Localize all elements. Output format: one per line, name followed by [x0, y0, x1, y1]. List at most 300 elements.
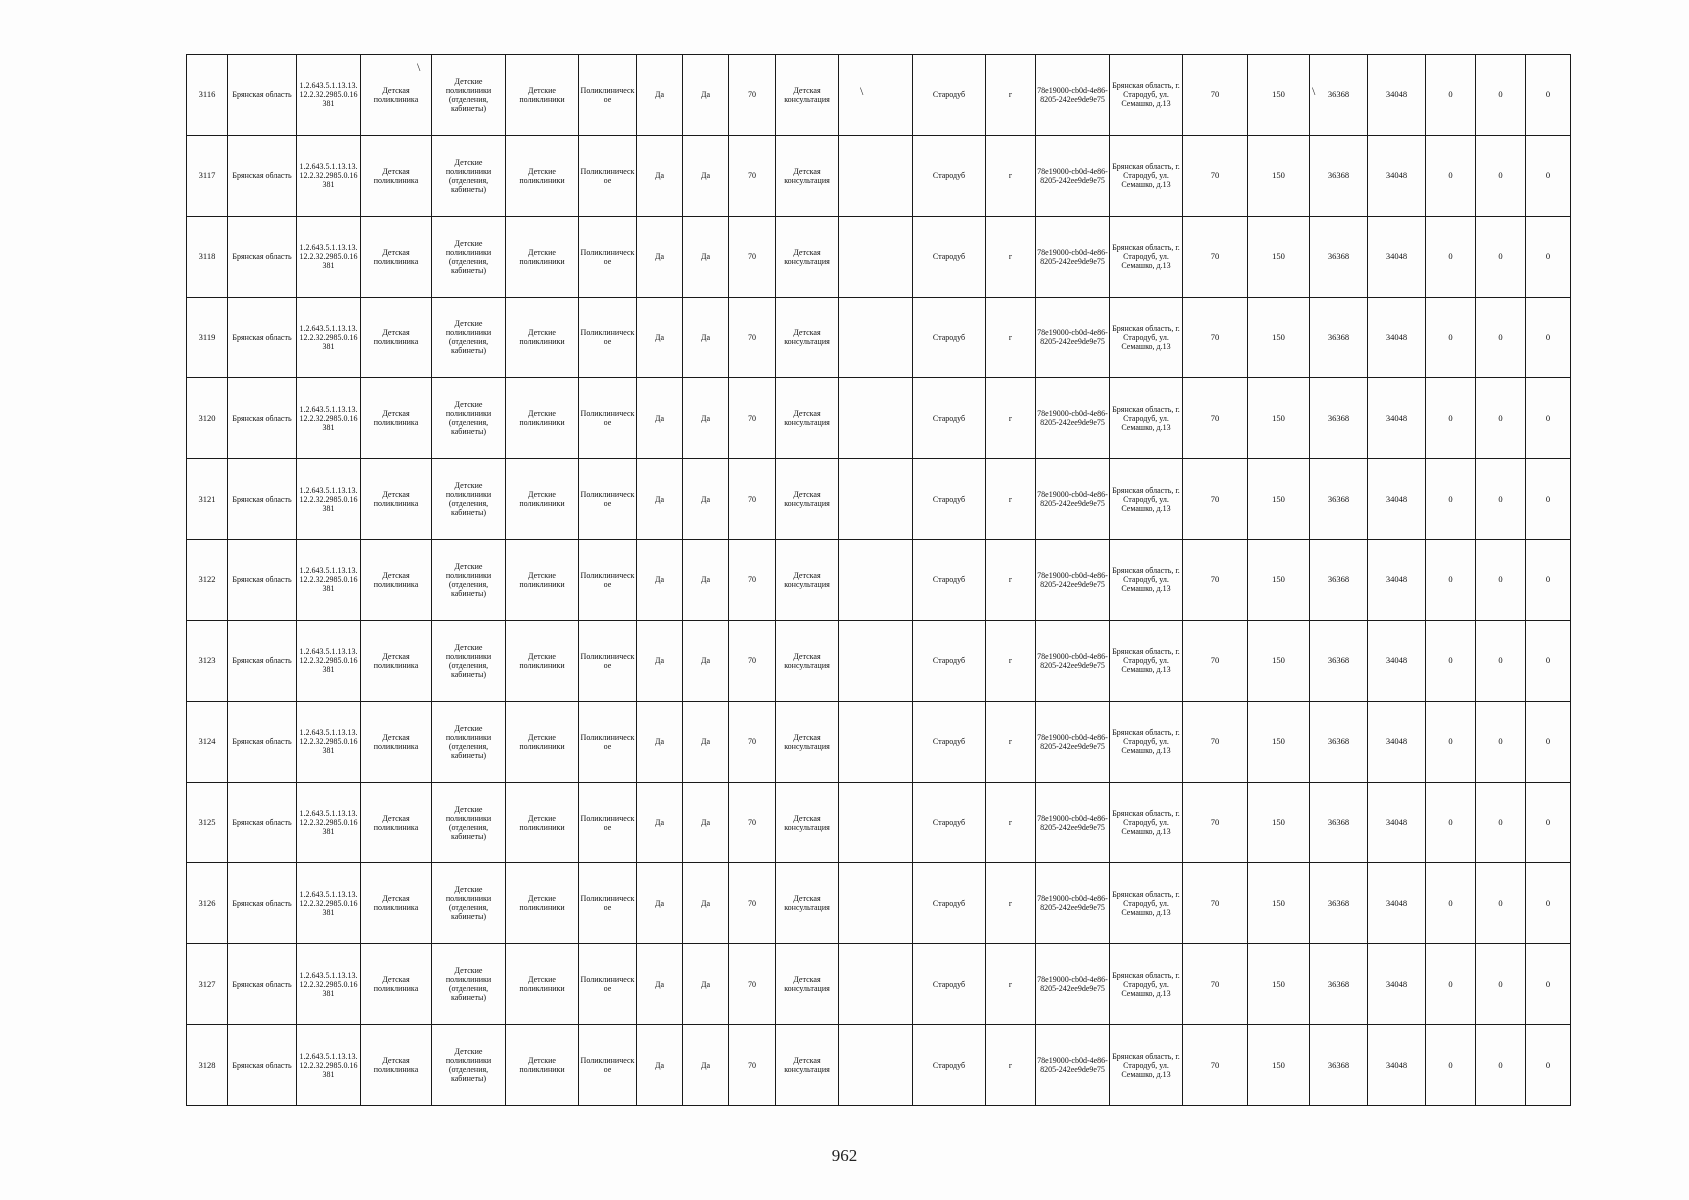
- cell-value-zero-3: 0: [1526, 540, 1571, 621]
- cell-value-150: 150: [1248, 620, 1310, 701]
- cell-value-zero-2: 0: [1476, 540, 1526, 621]
- cell-department-group: Детские поликлиники: [506, 944, 579, 1025]
- cell-value-zero-2: 0: [1476, 701, 1526, 782]
- cell-department-type: Детские поликлиники (отделения, кабинеты): [432, 1025, 506, 1106]
- cell-oid-code: 1.2.643.5.1.13.13.12.2.32.2985.0.16381: [297, 1025, 361, 1106]
- cell-city: Стародуб: [913, 55, 986, 136]
- cell-code-70: 70: [729, 863, 776, 944]
- cell-oid-code: 1.2.643.5.1.13.13.12.2.32.2985.0.16381: [297, 701, 361, 782]
- table-row: [187, 701, 1571, 782]
- cell-value-36368: 36368: [1310, 540, 1368, 621]
- cell-row-number: 3123: [187, 620, 228, 701]
- cell-row-number: 3128: [187, 1025, 228, 1106]
- table-row: [187, 216, 1571, 297]
- cell-settlement-type: г: [986, 1025, 1036, 1106]
- cell-flag-yes-2: Да: [683, 863, 729, 944]
- cell-flag-yes-2: Да: [683, 620, 729, 701]
- cell-value-150: 150: [1248, 540, 1310, 621]
- cell-code-70: 70: [729, 701, 776, 782]
- cell-value-34048: 34048: [1368, 55, 1426, 136]
- cell-flag-yes-1: Да: [637, 944, 683, 1025]
- cell-department-group: Детские поликлиники: [506, 701, 579, 782]
- cell-row-number: 3124: [187, 701, 228, 782]
- cell-unit-name: Детская консультация: [776, 620, 839, 701]
- cell-region: Брянская область: [228, 297, 297, 378]
- cell-city: Стародуб: [913, 620, 986, 701]
- cell-value-150: 150: [1248, 55, 1310, 136]
- cell-note-blank: [839, 540, 913, 621]
- cell-value-150: 150: [1248, 459, 1310, 540]
- cell-value-zero-2: 0: [1476, 863, 1526, 944]
- cell-settlement-type: г: [986, 216, 1036, 297]
- cell-value-70: 70: [1183, 620, 1248, 701]
- cell-oid-code: 1.2.643.5.1.13.13.12.2.32.2985.0.16381: [297, 620, 361, 701]
- cell-value-34048: 34048: [1368, 540, 1426, 621]
- cell-settlement-type: г: [986, 701, 1036, 782]
- cell-code-70: 70: [729, 944, 776, 1025]
- cell-value-zero-2: 0: [1476, 297, 1526, 378]
- cell-value-zero-1: 0: [1426, 863, 1476, 944]
- cell-value-70: 70: [1183, 459, 1248, 540]
- cell-region: Брянская область: [228, 135, 297, 216]
- cell-settlement-type: г: [986, 378, 1036, 459]
- cell-address: Брянская область, г. Стародуб, ул. Семашко, д.13: [1110, 863, 1183, 944]
- cell-organization-type: Детская поликлиника: [361, 863, 432, 944]
- cell-value-36368: 36368: [1310, 135, 1368, 216]
- cell-department-group: Детские поликлиники: [506, 459, 579, 540]
- cell-oid-code: 1.2.643.5.1.13.13.12.2.32.2985.0.16381: [297, 944, 361, 1025]
- cell-settlement-type: г: [986, 540, 1036, 621]
- pen-mark: \: [860, 84, 864, 98]
- cell-fias-guid: 78e19000-cb0d-4e86-8205-242ee9de9e75: [1036, 459, 1110, 540]
- cell-organization-type: Детская поликлиника: [361, 459, 432, 540]
- cell-organization-type: Детская поликлиника: [361, 216, 432, 297]
- cell-value-zero-3: 0: [1526, 378, 1571, 459]
- cell-code-70: 70: [729, 1025, 776, 1106]
- cell-note-blank: [839, 459, 913, 540]
- cell-code-70: 70: [729, 378, 776, 459]
- cell-unit-name: Детская консультация: [776, 216, 839, 297]
- cell-fias-guid: 78e19000-cb0d-4e86-8205-242ee9de9e75: [1036, 135, 1110, 216]
- cell-organization-type: Детская поликлиника: [361, 782, 432, 863]
- cell-flag-yes-1: Да: [637, 863, 683, 944]
- table-row: [187, 459, 1571, 540]
- cell-code-70: 70: [729, 55, 776, 136]
- cell-value-zero-3: 0: [1526, 944, 1571, 1025]
- cell-note-blank: [839, 620, 913, 701]
- cell-care-type: Поликлиническое: [579, 55, 637, 136]
- cell-unit-name: Детская консультация: [776, 540, 839, 621]
- cell-organization-type: Детская поликлиника: [361, 701, 432, 782]
- cell-row-number: 3117: [187, 135, 228, 216]
- cell-value-70: 70: [1183, 540, 1248, 621]
- cell-city: Стародуб: [913, 135, 986, 216]
- cell-value-36368: 36368: [1310, 1025, 1368, 1106]
- cell-settlement-type: г: [986, 55, 1036, 136]
- cell-value-zero-1: 0: [1426, 135, 1476, 216]
- cell-value-70: 70: [1183, 378, 1248, 459]
- cell-oid-code: 1.2.643.5.1.13.13.12.2.32.2985.0.16381: [297, 135, 361, 216]
- cell-value-zero-1: 0: [1426, 701, 1476, 782]
- cell-department-group: Детские поликлиники: [506, 378, 579, 459]
- cell-flag-yes-2: Да: [683, 55, 729, 136]
- cell-region: Брянская область: [228, 378, 297, 459]
- cell-row-number: 3127: [187, 944, 228, 1025]
- cell-address: Брянская область, г. Стародуб, ул. Семашко, д.13: [1110, 378, 1183, 459]
- cell-value-zero-3: 0: [1526, 620, 1571, 701]
- cell-department-type: Детские поликлиники (отделения, кабинеты): [432, 297, 506, 378]
- cell-department-group: Детские поликлиники: [506, 1025, 579, 1106]
- cell-value-70: 70: [1183, 1025, 1248, 1106]
- cell-value-150: 150: [1248, 701, 1310, 782]
- cell-value-zero-3: 0: [1526, 782, 1571, 863]
- cell-flag-yes-2: Да: [683, 216, 729, 297]
- table-row: [187, 55, 1571, 136]
- cell-city: Стародуб: [913, 944, 986, 1025]
- cell-unit-name: Детская консультация: [776, 863, 839, 944]
- cell-value-zero-2: 0: [1476, 216, 1526, 297]
- cell-city: Стародуб: [913, 216, 986, 297]
- cell-department-type: Детские поликлиники (отделения, кабинеты): [432, 863, 506, 944]
- cell-care-type: Поликлиническое: [579, 701, 637, 782]
- cell-value-zero-1: 0: [1426, 944, 1476, 1025]
- cell-fias-guid: 78e19000-cb0d-4e86-8205-242ee9de9e75: [1036, 378, 1110, 459]
- cell-value-zero-1: 0: [1426, 620, 1476, 701]
- cell-city: Стародуб: [913, 1025, 986, 1106]
- cell-note-blank: [839, 297, 913, 378]
- cell-note-blank: [839, 216, 913, 297]
- cell-value-70: 70: [1183, 782, 1248, 863]
- cell-department-group: Детские поликлиники: [506, 135, 579, 216]
- cell-note-blank: [839, 1025, 913, 1106]
- table-row: [187, 378, 1571, 459]
- cell-oid-code: 1.2.643.5.1.13.13.12.2.32.2985.0.16381: [297, 216, 361, 297]
- cell-flag-yes-1: Да: [637, 55, 683, 136]
- cell-value-34048: 34048: [1368, 459, 1426, 540]
- cell-department-type: Детские поликлиники (отделения, кабинеты): [432, 378, 506, 459]
- cell-value-34048: 34048: [1368, 135, 1426, 216]
- cell-value-36368: 36368: [1310, 297, 1368, 378]
- cell-oid-code: 1.2.643.5.1.13.13.12.2.32.2985.0.16381: [297, 540, 361, 621]
- cell-value-zero-3: 0: [1526, 863, 1571, 944]
- cell-value-zero-1: 0: [1426, 216, 1476, 297]
- cell-organization-type: Детская поликлиника: [361, 540, 432, 621]
- cell-region: Брянская область: [228, 620, 297, 701]
- cell-settlement-type: г: [986, 944, 1036, 1025]
- cell-flag-yes-1: Да: [637, 540, 683, 621]
- cell-value-36368: 36368: [1310, 378, 1368, 459]
- cell-care-type: Поликлиническое: [579, 540, 637, 621]
- cell-city: Стародуб: [913, 297, 986, 378]
- cell-address: Брянская область, г. Стародуб, ул. Семашко, д.13: [1110, 459, 1183, 540]
- cell-unit-name: Детская консультация: [776, 1025, 839, 1106]
- cell-row-number: 3121: [187, 459, 228, 540]
- cell-organization-type: Детская поликлиника: [361, 297, 432, 378]
- table-row: [187, 1025, 1571, 1106]
- cell-value-zero-2: 0: [1476, 620, 1526, 701]
- cell-department-type: Детские поликлиники (отделения, кабинеты): [432, 135, 506, 216]
- cell-value-zero-2: 0: [1476, 782, 1526, 863]
- cell-flag-yes-1: Да: [637, 378, 683, 459]
- pen-mark: \: [1312, 84, 1316, 98]
- cell-care-type: Поликлиническое: [579, 863, 637, 944]
- cell-settlement-type: г: [986, 620, 1036, 701]
- cell-organization-type: Детская поликлиника: [361, 620, 432, 701]
- cell-flag-yes-1: Да: [637, 782, 683, 863]
- cell-address: Брянская область, г. Стародуб, ул. Семашко, д.13: [1110, 620, 1183, 701]
- cell-region: Брянская область: [228, 1025, 297, 1106]
- cell-city: Стародуб: [913, 863, 986, 944]
- cell-fias-guid: 78e19000-cb0d-4e86-8205-242ee9de9e75: [1036, 297, 1110, 378]
- cell-value-zero-1: 0: [1426, 55, 1476, 136]
- cell-value-34048: 34048: [1368, 297, 1426, 378]
- cell-organization-type: Детская поликлиника: [361, 55, 432, 136]
- cell-oid-code: 1.2.643.5.1.13.13.12.2.32.2985.0.16381: [297, 378, 361, 459]
- cell-region: Брянская область: [228, 55, 297, 136]
- cell-value-34048: 34048: [1368, 620, 1426, 701]
- cell-address: Брянская область, г. Стародуб, ул. Семашко, д.13: [1110, 216, 1183, 297]
- cell-flag-yes-2: Да: [683, 135, 729, 216]
- cell-oid-code: 1.2.643.5.1.13.13.12.2.32.2985.0.16381: [297, 459, 361, 540]
- cell-department-group: Детские поликлиники: [506, 782, 579, 863]
- cell-address: Брянская область, г. Стародуб, ул. Семашко, д.13: [1110, 1025, 1183, 1106]
- cell-unit-name: Детская консультация: [776, 701, 839, 782]
- cell-value-150: 150: [1248, 135, 1310, 216]
- table-row: [187, 135, 1571, 216]
- cell-region: Брянская область: [228, 459, 297, 540]
- cell-unit-name: Детская консультация: [776, 944, 839, 1025]
- cell-department-group: Детские поликлиники: [506, 297, 579, 378]
- cell-value-zero-1: 0: [1426, 540, 1476, 621]
- cell-care-type: Поликлиническое: [579, 459, 637, 540]
- cell-flag-yes-2: Да: [683, 1025, 729, 1106]
- cell-organization-type: Детская поликлиника: [361, 135, 432, 216]
- cell-value-36368: 36368: [1310, 701, 1368, 782]
- cell-value-zero-2: 0: [1476, 1025, 1526, 1106]
- cell-region: Брянская область: [228, 782, 297, 863]
- cell-care-type: Поликлиническое: [579, 378, 637, 459]
- cell-code-70: 70: [729, 540, 776, 621]
- cell-note-blank: [839, 378, 913, 459]
- cell-department-type: Детские поликлиники (отделения, кабинеты): [432, 459, 506, 540]
- cell-region: Брянская область: [228, 701, 297, 782]
- cell-value-70: 70: [1183, 297, 1248, 378]
- cell-department-type: Детские поликлиники (отделения, кабинеты): [432, 55, 506, 136]
- cell-row-number: 3118: [187, 216, 228, 297]
- cell-code-70: 70: [729, 297, 776, 378]
- cell-fias-guid: 78e19000-cb0d-4e86-8205-242ee9de9e75: [1036, 620, 1110, 701]
- cell-flag-yes-2: Да: [683, 944, 729, 1025]
- cell-code-70: 70: [729, 620, 776, 701]
- table-row: [187, 620, 1571, 701]
- cell-settlement-type: г: [986, 459, 1036, 540]
- cell-value-150: 150: [1248, 782, 1310, 863]
- cell-row-number: 3126: [187, 863, 228, 944]
- cell-settlement-type: г: [986, 863, 1036, 944]
- cell-city: Стародуб: [913, 782, 986, 863]
- cell-care-type: Поликлиническое: [579, 944, 637, 1025]
- cell-fias-guid: 78e19000-cb0d-4e86-8205-242ee9de9e75: [1036, 782, 1110, 863]
- cell-flag-yes-1: Да: [637, 459, 683, 540]
- cell-row-number: 3122: [187, 540, 228, 621]
- cell-department-group: Детские поликлиники: [506, 55, 579, 136]
- cell-value-34048: 34048: [1368, 701, 1426, 782]
- cell-code-70: 70: [729, 135, 776, 216]
- cell-unit-name: Детская консультация: [776, 378, 839, 459]
- cell-region: Брянская область: [228, 216, 297, 297]
- cell-address: Брянская область, г. Стародуб, ул. Семашко, д.13: [1110, 701, 1183, 782]
- cell-value-70: 70: [1183, 701, 1248, 782]
- cell-address: Брянская область, г. Стародуб, ул. Семашко, д.13: [1110, 55, 1183, 136]
- cell-unit-name: Детская консультация: [776, 55, 839, 136]
- cell-oid-code: 1.2.643.5.1.13.13.12.2.32.2985.0.16381: [297, 782, 361, 863]
- table-row: [187, 863, 1571, 944]
- pen-mark: \: [417, 60, 421, 74]
- cell-value-zero-1: 0: [1426, 782, 1476, 863]
- cell-value-36368: 36368: [1310, 459, 1368, 540]
- cell-fias-guid: 78e19000-cb0d-4e86-8205-242ee9de9e75: [1036, 55, 1110, 136]
- cell-department-type: Детские поликлиники (отделения, кабинеты): [432, 216, 506, 297]
- cell-value-zero-3: 0: [1526, 216, 1571, 297]
- cell-value-zero-3: 0: [1526, 135, 1571, 216]
- cell-value-zero-2: 0: [1476, 135, 1526, 216]
- cell-row-number: 3125: [187, 782, 228, 863]
- cell-department-type: Детские поликлиники (отделения, кабинеты): [432, 620, 506, 701]
- cell-department-type: Детские поликлиники (отделения, кабинеты): [432, 782, 506, 863]
- cell-row-number: 3119: [187, 297, 228, 378]
- cell-code-70: 70: [729, 782, 776, 863]
- cell-code-70: 70: [729, 459, 776, 540]
- cell-city: Стародуб: [913, 540, 986, 621]
- cell-value-zero-1: 0: [1426, 459, 1476, 540]
- cell-care-type: Поликлиническое: [579, 620, 637, 701]
- cell-department-group: Детские поликлиники: [506, 620, 579, 701]
- cell-note-blank: [839, 701, 913, 782]
- cell-fias-guid: 78e19000-cb0d-4e86-8205-242ee9de9e75: [1036, 863, 1110, 944]
- cell-value-zero-1: 0: [1426, 378, 1476, 459]
- cell-region: Брянская область: [228, 863, 297, 944]
- cell-flag-yes-1: Да: [637, 701, 683, 782]
- cell-department-type: Детские поликлиники (отделения, кабинеты): [432, 944, 506, 1025]
- cell-organization-type: Детская поликлиника: [361, 378, 432, 459]
- cell-value-zero-2: 0: [1476, 378, 1526, 459]
- cell-unit-name: Детская консультация: [776, 297, 839, 378]
- cell-value-36368: 36368: [1310, 782, 1368, 863]
- cell-settlement-type: г: [986, 135, 1036, 216]
- cell-value-150: 150: [1248, 216, 1310, 297]
- cell-value-36368: 36368: [1310, 620, 1368, 701]
- cell-department-group: Детские поликлиники: [506, 540, 579, 621]
- cell-fias-guid: 78e19000-cb0d-4e86-8205-242ee9de9e75: [1036, 540, 1110, 621]
- cell-fias-guid: 78e19000-cb0d-4e86-8205-242ee9de9e75: [1036, 944, 1110, 1025]
- cell-value-70: 70: [1183, 135, 1248, 216]
- cell-code-70: 70: [729, 216, 776, 297]
- cell-flag-yes-1: Да: [637, 297, 683, 378]
- cell-city: Стародуб: [913, 378, 986, 459]
- cell-settlement-type: г: [986, 297, 1036, 378]
- cell-flag-yes-2: Да: [683, 459, 729, 540]
- cell-value-zero-1: 0: [1426, 297, 1476, 378]
- cell-value-36368: 36368: [1310, 216, 1368, 297]
- cell-flag-yes-1: Да: [637, 620, 683, 701]
- cell-value-zero-3: 0: [1526, 55, 1571, 136]
- cell-value-34048: 34048: [1368, 863, 1426, 944]
- cell-value-70: 70: [1183, 216, 1248, 297]
- cell-address: Брянская область, г. Стародуб, ул. Семашко, д.13: [1110, 540, 1183, 621]
- cell-care-type: Поликлиническое: [579, 782, 637, 863]
- cell-address: Брянская область, г. Стародуб, ул. Семашко, д.13: [1110, 782, 1183, 863]
- cell-row-number: 3120: [187, 378, 228, 459]
- cell-value-70: 70: [1183, 944, 1248, 1025]
- cell-note-blank: [839, 863, 913, 944]
- cell-city: Стародуб: [913, 459, 986, 540]
- page-number: 962: [831, 1146, 858, 1165]
- cell-address: Брянская область, г. Стародуб, ул. Семашко, д.13: [1110, 135, 1183, 216]
- cell-value-34048: 34048: [1368, 216, 1426, 297]
- registry-body: [187, 55, 1571, 1106]
- cell-department-group: Детские поликлиники: [506, 216, 579, 297]
- cell-flag-yes-2: Да: [683, 378, 729, 459]
- cell-city: Стародуб: [913, 701, 986, 782]
- cell-value-zero-2: 0: [1476, 55, 1526, 136]
- cell-note-blank: [839, 55, 913, 136]
- cell-unit-name: Детская консультация: [776, 782, 839, 863]
- cell-value-150: 150: [1248, 944, 1310, 1025]
- cell-care-type: Поликлиническое: [579, 216, 637, 297]
- cell-flag-yes-2: Да: [683, 782, 729, 863]
- cell-flag-yes-2: Да: [683, 297, 729, 378]
- cell-fias-guid: 78e19000-cb0d-4e86-8205-242ee9de9e75: [1036, 216, 1110, 297]
- cell-value-150: 150: [1248, 1025, 1310, 1106]
- cell-flag-yes-1: Да: [637, 135, 683, 216]
- cell-flag-yes-1: Да: [637, 1025, 683, 1106]
- cell-value-70: 70: [1183, 863, 1248, 944]
- cell-value-150: 150: [1248, 297, 1310, 378]
- cell-flag-yes-1: Да: [637, 216, 683, 297]
- cell-value-zero-3: 0: [1526, 459, 1571, 540]
- cell-value-34048: 34048: [1368, 944, 1426, 1025]
- cell-value-zero-2: 0: [1476, 459, 1526, 540]
- cell-row-number: 3116: [187, 55, 228, 136]
- table-row: [187, 782, 1571, 863]
- cell-oid-code: 1.2.643.5.1.13.13.12.2.32.2985.0.16381: [297, 863, 361, 944]
- cell-value-36368: 36368: [1310, 863, 1368, 944]
- cell-care-type: Поликлиническое: [579, 297, 637, 378]
- cell-oid-code: 1.2.643.5.1.13.13.12.2.32.2985.0.16381: [297, 297, 361, 378]
- cell-value-34048: 34048: [1368, 1025, 1426, 1106]
- cell-flag-yes-2: Да: [683, 540, 729, 621]
- cell-fias-guid: 78e19000-cb0d-4e86-8205-242ee9de9e75: [1036, 701, 1110, 782]
- cell-value-zero-3: 0: [1526, 1025, 1571, 1106]
- cell-care-type: Поликлиническое: [579, 1025, 637, 1106]
- cell-unit-name: Детская консультация: [776, 459, 839, 540]
- cell-region: Брянская область: [228, 944, 297, 1025]
- cell-note-blank: [839, 782, 913, 863]
- cell-settlement-type: г: [986, 782, 1036, 863]
- cell-unit-name: Детская консультация: [776, 135, 839, 216]
- cell-note-blank: [839, 135, 913, 216]
- cell-value-zero-1: 0: [1426, 1025, 1476, 1106]
- cell-department-group: Детские поликлиники: [506, 863, 579, 944]
- cell-address: Брянская область, г. Стародуб, ул. Семашко, д.13: [1110, 297, 1183, 378]
- cell-value-zero-3: 0: [1526, 701, 1571, 782]
- cell-region: Брянская область: [228, 540, 297, 621]
- table-row: [187, 540, 1571, 621]
- table-row: [187, 944, 1571, 1025]
- cell-care-type: Поликлиническое: [579, 135, 637, 216]
- cell-value-36368: 36368: [1310, 55, 1368, 136]
- cell-note-blank: [839, 944, 913, 1025]
